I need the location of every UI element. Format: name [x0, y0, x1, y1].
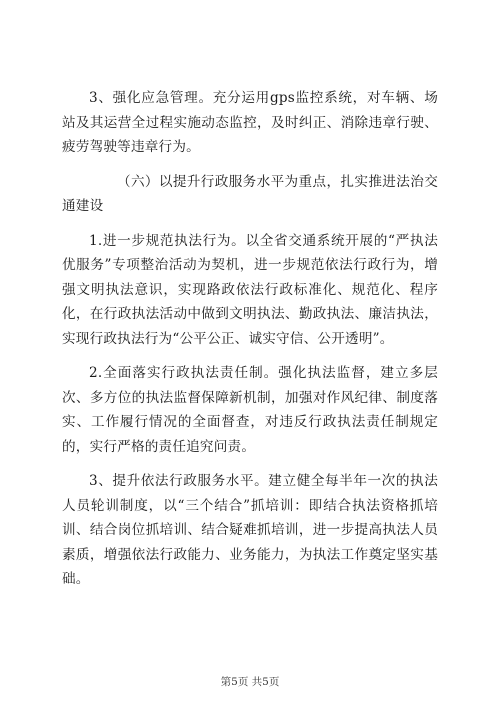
- paragraph-emergency-management: 3、强化应急管理。充分运用gps监控系统，对车辆、场站及其运营全过程实施动态监控，及时纠正、消除违章行驶、疲劳驾驶等违章行为。: [62, 90, 438, 155]
- paragraph-service-level: 3、提升依法行政服务水平。建立健全每半年一次的执法人员轮训制度，以“三个结合”抓培训：即结合执法资格抓培训、结合岗位抓培训、结合疑难抓培训，进一步提高执法人员素质，增强依法行政能力、业务能力，为执法工作奠定坚实基础。: [62, 473, 438, 587]
- document-body: [62, 86, 438, 602]
- paragraph-standardize-enforcement: 1.进一步规范执法行为。以全省交通系统开展的“严执法优服务”专项整治活动为契机，进一步规范依法行政行为，增强文明执法意识，实现路政依法行政标准化、规范化、程序化，在行政执法活动中做到文明执法、勤政执法、廉洁执法，实现行政执法行为“公平公正、诚实守信、公开透明”。: [62, 232, 438, 347]
- section-heading-six: （六）以提升行政服务水平为重点，扎实推进法治交通建设: [62, 173, 438, 214]
- paragraph-responsibility-system: 2.全面落实行政执法责任制。强化执法监督，建立多层次、多方位的执法监督保障新机制，加强对作风纪律、制度落实、工作履行情况的全面督查，对违反行政执法责任制规定的，实行严格的责任追究问责。: [62, 365, 438, 455]
- page-number-footer: 第5页 共5页: [220, 676, 280, 688]
